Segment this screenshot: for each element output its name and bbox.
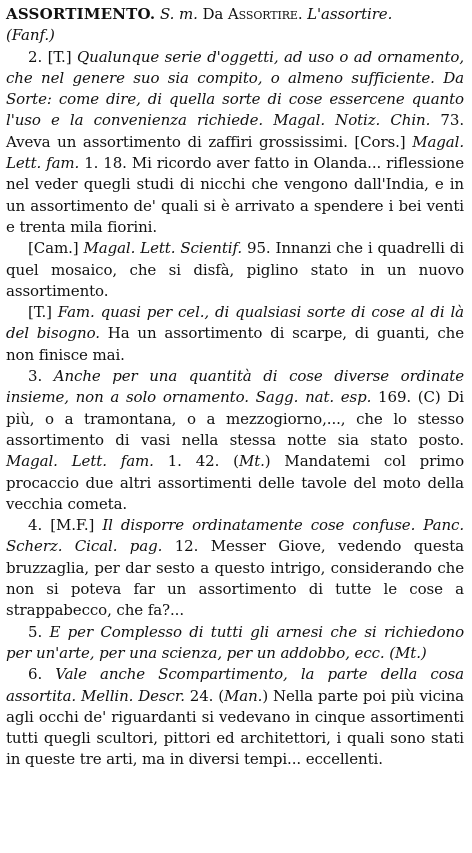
sense-text: 1. 18. Mi ricordo aver fatto in Olanda... riflessione nel veder quegli studi di nicchi che vengono dall'India, e in un assortimento de' quali si è arrivato a spendere i bei venti e trenta mila fiorini. [6,154,465,236]
sense-paragraph [6,366,464,515]
sense-number: 4. [28,516,51,535]
headword: ASSORTIMENTO. [6,5,156,23]
italic-text: Fam. quasi per cel., di qualsiasi sorte di cose al di là del bisogno. [6,303,464,343]
sense-marker: [M.F.] [50,516,95,535]
entry-heading: ASSORTIMENTO. S. m. Da Assortire. L'assortire. (Fanf.) [6,5,393,45]
sense-text: ) Mandatemi col primo procaccio due altri assortimenti delle tavole del moto della vecchia cometa. [6,452,464,513]
sense-marker: [Cam.] [28,239,79,258]
sense-number: 6. [28,665,43,684]
sense-paragraph [6,515,464,621]
part-of-speech: S. m. [160,5,198,23]
sense-marker: [T.] [28,303,52,322]
sense-marker: [T.] [47,47,72,66]
sense-number: 3. [28,367,43,386]
sense-text: 169. (C) Di più, o a tramontana, o a mezzogiorno,..., che lo stesso assortimento di vasi nella stessa notte sia stato posto. [6,388,464,449]
italic-text: Magal. Lett. fam. [6,132,464,173]
senses-list [6,47,464,771]
italic-text: Il disporre ordinatamente cose confuse. Panc. Scherz. Cical. pag. [6,516,465,556]
sense-paragraph [6,664,464,770]
italic-text: Magal. Lett. fam. [6,452,154,471]
entry-source: (Fanf.) [6,26,55,45]
sense-paragraph [6,302,464,366]
italic-text: Man. [223,686,263,705]
sense-text: Ha un assortimento di scarpe, di guanti, che non finisce mai. [6,324,464,364]
sense-text: 12. Messer Giove, vedendo questa bruzzaglia, per dar sesto a questo intrigo, considerando che non si poteva far un assortimento di tutte le cose a strappabecco, che fa?... [6,537,464,620]
italic-text: Magal. Lett. Scientif. [78,239,243,258]
sense-paragraph [6,622,464,665]
entry-definition: L'assortire. [307,5,393,23]
sense-paragraph [6,47,464,239]
sense-text: 73. Aveva un assortimento di zaffiri grossissimi. [Cors.] [6,111,464,151]
sense-paragraph [6,238,464,302]
sense-text: 1. 42. ( [153,452,239,471]
italic-text: Qualunque serie d'oggetti, ad uso o ad ornamento, che nel genere suo sia compito, o almeno sufficiente. Da Sorte: come dire, di quella sorte di cose essercene quanto l'uso e la convenienza richiede. Magal. Notiz. Chin. [6,47,464,130]
italic-text: Mt. [238,452,265,471]
sense-number: 5. [28,622,43,641]
sense-text: 24. ( [184,686,224,705]
italic-text: E per Complesso di tutti gli arnesi che si richiedono per un'arte, per una scienza, per un addobbo, ecc. (Mt.) [6,622,464,662]
italic-text: Vale anche Scompartimento, la parte della cosa assortita. Mellin. Descr. [6,665,464,705]
italic-text: Anche per una quantità di cose diverse ordinate insieme, non a solo ornamento. Sagg. nat. esp. [6,367,464,407]
sense-text: ) Nella parte poi più vicina agli occhi de' riguardanti si vedevano in cinque assortimenti tutti quegli scultori, pittori ed architettori, i quali sono stati in queste tre arti, ma in diversi tempi... eccellenti. [6,686,464,769]
sense-number: 2. [28,47,48,66]
derived-from: Assortire [227,5,298,23]
sense-text: 95. Innanzi che i quadrelli di quel mosaico, che si disfà, piglino stato in un nuovo assortimento. [6,239,465,300]
